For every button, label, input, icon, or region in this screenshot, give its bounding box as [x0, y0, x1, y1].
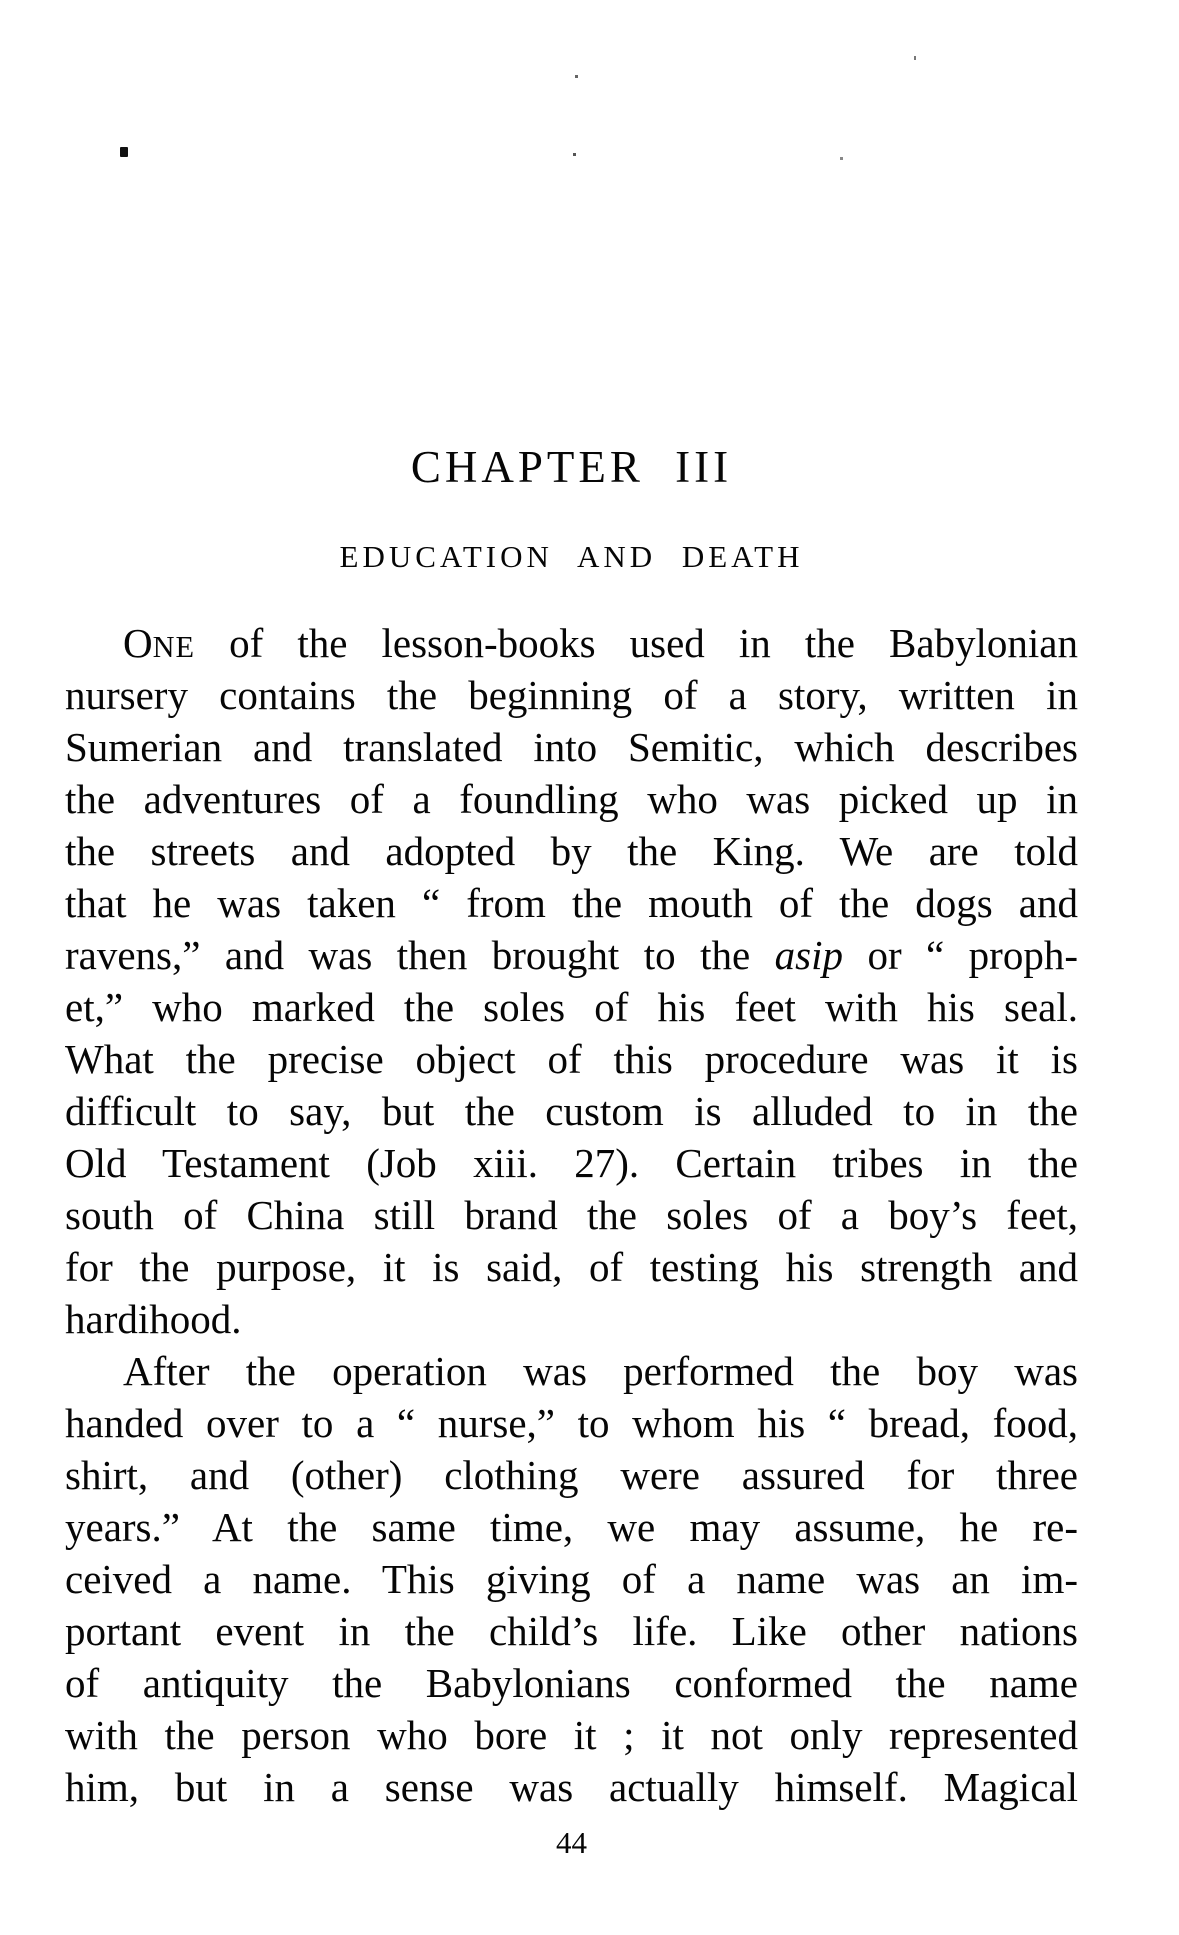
text-line: with the person who bore it ; it not only represented: [65, 1712, 1078, 1758]
chapter-heading: CHAPTER III: [410, 442, 733, 492]
scan-artifact-dot: [575, 75, 578, 78]
text-line: Old Testament (Job xiii. 27). Certain tribes in the: [65, 1140, 1078, 1186]
text-line: of antiquity the Babylonians conformed the name: [65, 1660, 1078, 1706]
italic-term: asip: [774, 932, 843, 978]
line-text: of the lesson-books used in the Babylonian: [195, 620, 1078, 666]
text-line: him, but in a sense was actually himself. Magical: [65, 1764, 1078, 1810]
text-line: that he was taken “ from the mouth of the dogs and: [65, 880, 1078, 926]
text-line: ceived a name. This giving of a name was an im-: [65, 1556, 1078, 1602]
text-line: nursery contains the beginning of a story, written in: [65, 672, 1078, 718]
text-line: south of China still brand the soles of a boy’s feet,: [65, 1192, 1078, 1238]
section-subtitle: EDUCATION AND DEATH: [339, 539, 804, 574]
scan-artifact-dot: [573, 153, 576, 156]
body-text: [65, 617, 1078, 1813]
scan-artifact-dot: [914, 56, 916, 60]
text-line: for the purpose, it is said, of testing his strength and: [65, 1244, 1078, 1290]
text-line: et,” who marked the soles of his feet with his seal.: [65, 984, 1078, 1030]
text-line: Sumerian and translated into Semitic, which describes: [65, 724, 1078, 770]
text-line: years.” At the same time, we may assume, he re-: [65, 1504, 1078, 1550]
text-line: [65, 929, 1078, 981]
small-caps-text: NE: [152, 630, 196, 664]
text-line: difficult to say, but the custom is alluded to in the: [65, 1088, 1078, 1134]
text-line: handed over to a “ nurse,” to whom his “ bread, food,: [65, 1400, 1078, 1446]
page-number: 44: [556, 1825, 587, 1860]
text-line: After the operation was performed the boy was: [123, 1348, 1078, 1394]
scan-artifact-dot: [840, 157, 843, 160]
text-line: hardihood.: [65, 1296, 242, 1342]
line-text: ravens,” and was then brought to the: [65, 932, 775, 978]
text-line: shirt, and (other) clothing were assured for three: [65, 1452, 1078, 1498]
text-line: What the precise object of this procedure was it is: [65, 1036, 1078, 1082]
scan-artifact-dash: [120, 147, 128, 157]
text-line: the adventures of a foundling who was picked up in: [65, 776, 1078, 822]
text-line: [65, 617, 1078, 669]
text-line: portant event in the child’s life. Like other nations: [65, 1608, 1078, 1654]
line-text: or “ proph-: [843, 932, 1078, 978]
drop-initial: O: [123, 620, 153, 666]
text-line: the streets and adopted by the King. We are told: [65, 828, 1078, 874]
